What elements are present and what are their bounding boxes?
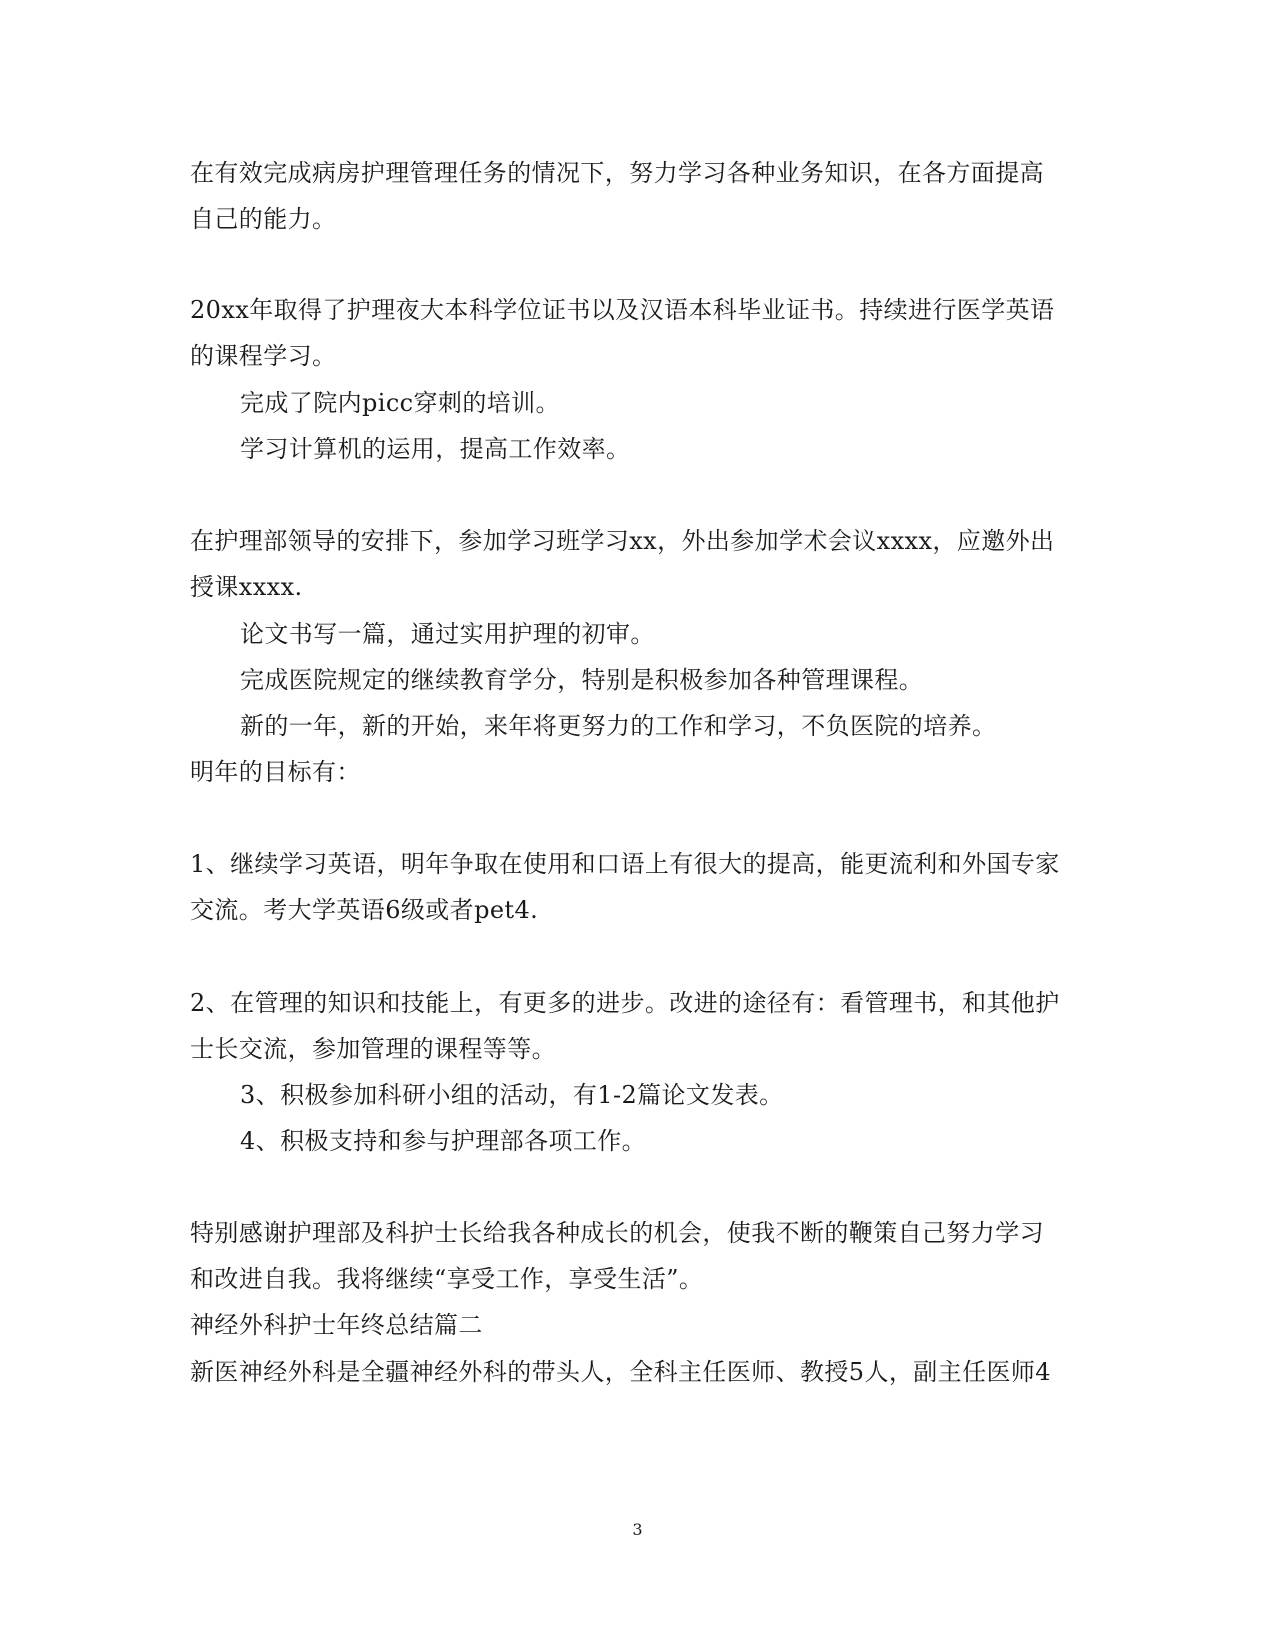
text-line: 20xx年取得了护理夜大本科学位证书以及汉语本科毕业证书。持续进行医学英语 bbox=[190, 296, 1055, 324]
text-line: 士长交流，参加管理的课程等等。 bbox=[190, 1035, 556, 1063]
text-line: 学习计算机的运用，提高工作效率。 bbox=[240, 435, 631, 463]
text-line: 1、继续学习英语，明年争取在使用和口语上有很大的提高，能更流利和外国专家 bbox=[190, 850, 1060, 878]
text-line: 在有效完成病房护理管理任务的情况下，努力学习各种业务知识，在各方面提高 bbox=[190, 159, 1044, 187]
text-line: 2、在管理的知识和技能上，有更多的进步。改进的途径有：看管理书，和其他护 bbox=[190, 989, 1060, 1017]
page-number: 3 bbox=[632, 1520, 643, 1539]
text-line: 完成医院规定的继续教育学分，特别是积极参加各种管理课程。 bbox=[240, 666, 924, 694]
text-line: 论文书写一篇，通过实用护理的初审。 bbox=[240, 620, 655, 648]
text-line: 自己的能力。 bbox=[190, 205, 337, 233]
text-line: 明年的目标有： bbox=[190, 758, 361, 786]
text-line: 新的一年，新的开始，来年将更努力的工作和学习，不负医院的培养。 bbox=[240, 712, 997, 740]
text-line: 3、积极参加科研小组的活动，有1-2篇论文发表。 bbox=[240, 1081, 784, 1109]
text-line: 授课xxxx. bbox=[190, 573, 303, 601]
text-line: 4、积极支持和参与护理部各项工作。 bbox=[240, 1127, 647, 1155]
text-line: 完成了院内picc穿刺的培训。 bbox=[240, 389, 560, 417]
text-line: 和改进自我。我将继续“享受工作，享受生活”。 bbox=[190, 1265, 704, 1293]
section-heading: 神经外科护士年终总结篇二 bbox=[190, 1311, 483, 1339]
text-line: 新医神经外科是全疆神经外科的带头人，全科主任医师、教授5人，副主任医师4 bbox=[190, 1358, 1051, 1386]
text-line: 交流。考大学英语6级或者pet4. bbox=[190, 896, 539, 924]
text-line: 的课程学习。 bbox=[190, 342, 337, 370]
text-line: 特别感谢护理部及科护士长给我各种成长的机会，使我不断的鞭策自己努力学习 bbox=[190, 1219, 1044, 1247]
text-line: 在护理部领导的安排下，参加学习班学习xx，外出参加学术会议xxxx，应邀外出 bbox=[190, 527, 1055, 555]
